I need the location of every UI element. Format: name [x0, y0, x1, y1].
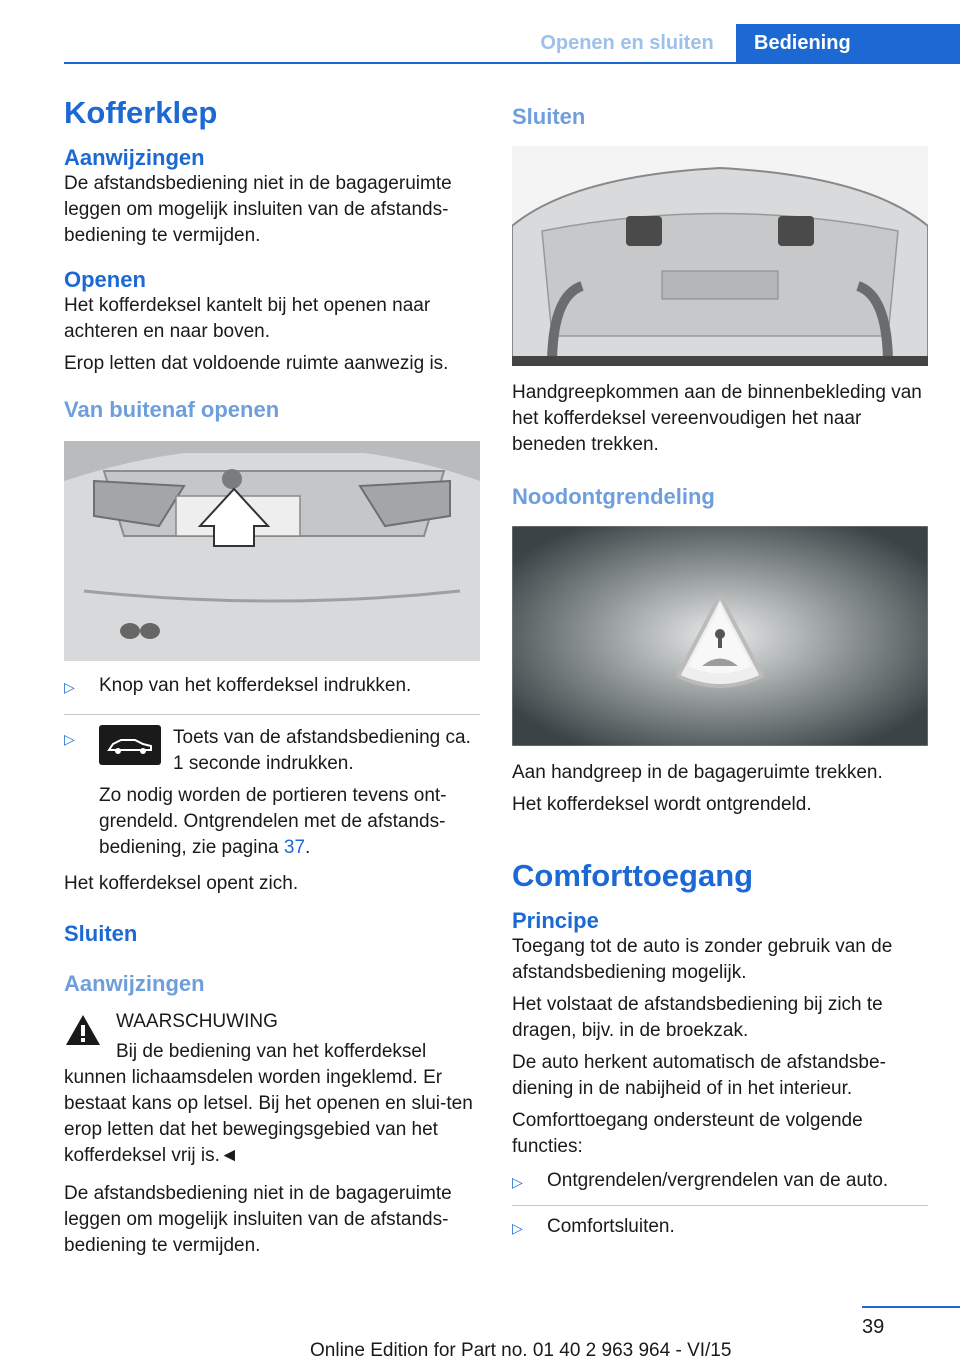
trunk-exterior-image: [64, 441, 480, 661]
right-column: [512, 104, 928, 1241]
edition-text: Online Edition for Part no. 01 40 2 963 964 - VI/15: [310, 1340, 732, 1361]
warning-text-rest: kunnen lichaamsdelen worden ingeklemd. Er bestaat kans op letsel. Bij het openen en slui-ten erop letten dat het bewegingsgebied van het kofferdeksel vrij is.◄: [64, 1067, 473, 1166]
bullet-2-extra-text: Zo nodig worden de portieren tevens ont-grendeld. Ontgrendelen met de afstands-bediening, zie pagina: [99, 785, 447, 858]
heading-principle: Principe: [512, 908, 599, 933]
bullet-triangle-icon: ▷: [64, 679, 75, 695]
emergency-text-2: Het kofferdeksel wordt ontgrendeld.: [512, 794, 812, 815]
list-item-remote: [64, 725, 480, 861]
bullet-triangle-icon: ▷: [64, 731, 75, 747]
heading-close-right: Sluiten: [512, 104, 586, 129]
section-tab[interactable]: Openen en sluiten: [540, 32, 714, 54]
heading-notes: Aanwijzingen: [64, 145, 205, 170]
bullet-1-text: Knop van het kofferdeksel indrukken.: [99, 675, 412, 696]
emergency-handle-image: [512, 526, 928, 746]
principle-text-2: Het volstaat de afstandsbediening bij zich te dragen, bijv. in de broekzak.: [512, 994, 883, 1041]
heading-emergency: Noodontgrendeling: [512, 484, 715, 509]
close-text: Handgreepkommen aan de binnenbekleding van het kofferdeksel vereenvoudigen het naar beneden trekken.: [512, 382, 922, 455]
bullet-triangle-icon: ▷: [512, 1174, 523, 1190]
principle-text-3: De auto herkent automatisch de afstandsbe-diening in de nabijheid of in het interieur.: [512, 1052, 886, 1099]
warning-label: WAARSCHUWING: [116, 1011, 278, 1032]
notes-text: De afstandsbediening niet in de bagageruimte leggen om mogelijk insluiten van de afstands-bediening te vermijden.: [64, 173, 452, 246]
opens-text: Het kofferdeksel opent zich.: [64, 873, 299, 894]
warning-block: [64, 1009, 480, 1065]
header-rule: [64, 62, 960, 64]
principle-text-4: Comforttoegang ondersteunt de volgende functies:: [512, 1110, 863, 1157]
bullet-triangle-icon: ▷: [512, 1220, 523, 1236]
page-reference-link[interactable]: 37: [283, 837, 306, 858]
bullet-2-end: .: [305, 837, 311, 858]
open-text-2: Erop letten dat voldoende ruimte aanwezig is.: [64, 353, 449, 374]
title-kofferklep: Kofferklep: [64, 95, 218, 130]
left-column: [64, 95, 480, 1259]
principle-text-1: Toegang tot de auto is zonder gebruik van de afstandsbediening mogelijk.: [512, 936, 893, 983]
list-item-button: [64, 673, 480, 700]
heading-close: Sluiten: [64, 921, 138, 946]
remote-trunk-key-icon: [99, 725, 161, 765]
heading-open: Openen: [64, 267, 146, 292]
close-notes-text: De afstandsbediening niet in de bagageruimte leggen om mogelijk insluiten van de afstands-bediening te vermijden.: [64, 1183, 452, 1256]
bullet-2-text: Toets van de afstandsbediening ca. 1 seconde indrukken.: [173, 727, 471, 774]
footer-rule: [862, 1306, 960, 1308]
open-text-1: Het kofferdeksel kantelt bij het openen naar achteren en naar boven.: [64, 295, 431, 342]
bullet-2-extra: [99, 783, 480, 861]
list-item-lock: [512, 1168, 928, 1195]
title-comfort-access: Comforttoegang: [512, 858, 754, 893]
warning-text-first: Bij de bediening van het kofferdeksel: [116, 1041, 427, 1062]
page-header: [0, 0, 960, 64]
list-item-comfort-close: [512, 1214, 928, 1241]
chapter-tab[interactable]: Bediening: [736, 24, 960, 62]
trunk-interior-image: [512, 146, 928, 366]
heading-outside-open: Van buitenaf openen: [64, 397, 280, 422]
func-2-text: Comfortsluiten.: [547, 1216, 675, 1237]
warning-triangle-icon: [64, 1013, 102, 1047]
page-number: 39: [862, 1316, 885, 1338]
heading-close-notes: Aanwijzingen: [64, 971, 205, 996]
emergency-text-1: Aan handgreep in de bagageruimte trekken.: [512, 762, 883, 783]
func-1-text: Ontgrendelen/vergrendelen van de auto.: [547, 1170, 889, 1191]
list-separator: [512, 1205, 928, 1206]
list-separator: [64, 714, 480, 715]
